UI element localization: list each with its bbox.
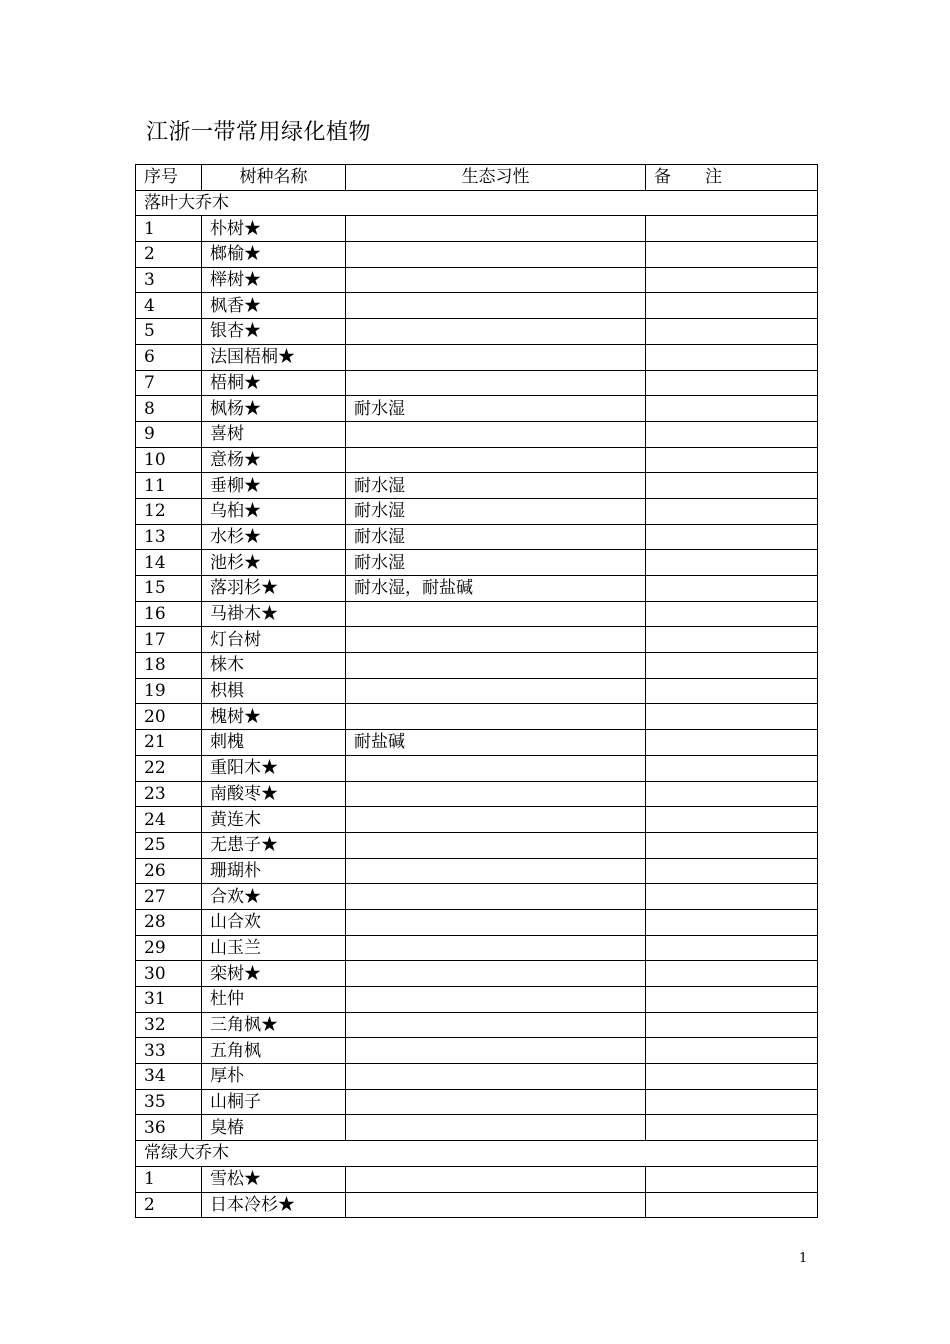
table-row: [136, 1089, 818, 1115]
cell-note: [646, 498, 818, 524]
cell-habit: 耐水湿: [346, 498, 646, 524]
cell-index: 2: [136, 1192, 202, 1218]
table-row: [136, 550, 818, 576]
table-row: [136, 396, 818, 422]
cell-name: 榔榆★: [202, 242, 346, 268]
cell-index: 22: [136, 755, 202, 781]
cell-note: [646, 1192, 818, 1218]
cell-note: [646, 704, 818, 730]
cell-note: [646, 370, 818, 396]
cell-name: 珊瑚朴: [202, 858, 346, 884]
cell-habit: [346, 704, 646, 730]
cell-index: 9: [136, 421, 202, 447]
cell-name: 山玉兰: [202, 935, 346, 961]
cell-name: 五角枫: [202, 1038, 346, 1064]
cell-index: 1: [136, 216, 202, 242]
cell-index: 29: [136, 935, 202, 961]
section-heading: 常绿大乔木: [136, 1141, 818, 1167]
cell-note: [646, 909, 818, 935]
cell-habit: 耐盐碱: [346, 730, 646, 756]
cell-note: [646, 730, 818, 756]
table-row: [136, 987, 818, 1013]
table-row: [136, 473, 818, 499]
cell-name: 法国梧桐★: [202, 344, 346, 370]
cell-index: 28: [136, 909, 202, 935]
table-header-row: [136, 165, 818, 191]
cell-habit: [346, 1115, 646, 1141]
cell-name: 水杉★: [202, 524, 346, 550]
cell-note: [646, 344, 818, 370]
cell-index: 10: [136, 447, 202, 473]
table-row: [136, 627, 818, 653]
cell-habit: [346, 1089, 646, 1115]
cell-name: 臭椿: [202, 1115, 346, 1141]
cell-index: 33: [136, 1038, 202, 1064]
cell-index: 7: [136, 370, 202, 396]
section-heading-row: [136, 1141, 818, 1167]
cell-name: 垂柳★: [202, 473, 346, 499]
cell-habit: [346, 755, 646, 781]
cell-note: [646, 319, 818, 345]
cell-habit: [346, 884, 646, 910]
table-row: [136, 1064, 818, 1090]
cell-name: 乌桕★: [202, 498, 346, 524]
cell-habit: [346, 1192, 646, 1218]
table-row: [136, 781, 818, 807]
cell-note: [646, 678, 818, 704]
cell-name: 三角枫★: [202, 1012, 346, 1038]
header-habit: 生态习性: [346, 165, 646, 191]
table-row: [136, 421, 818, 447]
cell-note: [646, 1038, 818, 1064]
cell-index: 16: [136, 601, 202, 627]
table-row: [136, 884, 818, 910]
cell-note: [646, 576, 818, 602]
table-row: [136, 370, 818, 396]
table-row: [136, 730, 818, 756]
cell-habit: [346, 909, 646, 935]
cell-name: 刺槐: [202, 730, 346, 756]
cell-note: [646, 242, 818, 268]
cell-habit: [346, 807, 646, 833]
cell-name: 马褂木★: [202, 601, 346, 627]
cell-index: 13: [136, 524, 202, 550]
table-row: [136, 909, 818, 935]
cell-index: 20: [136, 704, 202, 730]
cell-index: 36: [136, 1115, 202, 1141]
cell-note: [646, 1012, 818, 1038]
cell-note: [646, 1089, 818, 1115]
cell-note: [646, 884, 818, 910]
cell-habit: [346, 987, 646, 1013]
cell-index: 25: [136, 832, 202, 858]
cell-name: 枫香★: [202, 293, 346, 319]
cell-note: [646, 601, 818, 627]
table-row: [136, 1166, 818, 1192]
cell-note: [646, 293, 818, 319]
cell-note: [646, 447, 818, 473]
table-row: [136, 216, 818, 242]
cell-habit: [346, 601, 646, 627]
cell-habit: [346, 678, 646, 704]
cell-note: [646, 807, 818, 833]
cell-index: 18: [136, 653, 202, 679]
table-row: [136, 1192, 818, 1218]
section-heading: 落叶大乔木: [136, 190, 818, 216]
cell-habit: [346, 267, 646, 293]
cell-habit: [346, 961, 646, 987]
cell-note: [646, 524, 818, 550]
cell-index: 12: [136, 498, 202, 524]
cell-index: 6: [136, 344, 202, 370]
cell-index: 8: [136, 396, 202, 422]
cell-index: 11: [136, 473, 202, 499]
cell-note: [646, 267, 818, 293]
cell-name: 重阳木★: [202, 755, 346, 781]
table-row: [136, 447, 818, 473]
cell-habit: [346, 1038, 646, 1064]
cell-note: [646, 987, 818, 1013]
cell-name: 枳椇: [202, 678, 346, 704]
cell-name: 枫杨★: [202, 396, 346, 422]
cell-name: 朴树★: [202, 216, 346, 242]
cell-note: [646, 755, 818, 781]
cell-name: 落羽杉★: [202, 576, 346, 602]
table-row: [136, 576, 818, 602]
cell-habit: 耐水湿: [346, 396, 646, 422]
table-row: [136, 524, 818, 550]
table-row: [136, 807, 818, 833]
cell-name: 梾木: [202, 653, 346, 679]
cell-habit: [346, 370, 646, 396]
table-row: [136, 1115, 818, 1141]
cell-habit: [346, 242, 646, 268]
cell-index: 5: [136, 319, 202, 345]
cell-habit: [346, 781, 646, 807]
table-row: [136, 961, 818, 987]
cell-index: 24: [136, 807, 202, 833]
cell-note: [646, 1115, 818, 1141]
cell-index: 30: [136, 961, 202, 987]
table-row: [136, 1012, 818, 1038]
cell-name: 雪松★: [202, 1166, 346, 1192]
cell-note: [646, 216, 818, 242]
cell-note: [646, 653, 818, 679]
cell-index: 15: [136, 576, 202, 602]
table-row: [136, 267, 818, 293]
cell-index: 27: [136, 884, 202, 910]
table-row: [136, 344, 818, 370]
cell-note: [646, 961, 818, 987]
cell-name: 池杉★: [202, 550, 346, 576]
cell-name: 日本冷杉★: [202, 1192, 346, 1218]
cell-habit: [346, 216, 646, 242]
section-heading-row: [136, 190, 818, 216]
cell-index: 1: [136, 1166, 202, 1192]
table-row: [136, 755, 818, 781]
cell-name: 槐树★: [202, 704, 346, 730]
table-row: [136, 858, 818, 884]
table-row: [136, 678, 818, 704]
cell-habit: [346, 627, 646, 653]
cell-index: 17: [136, 627, 202, 653]
cell-index: 31: [136, 987, 202, 1013]
cell-habit: 耐水湿: [346, 524, 646, 550]
document-title: 江浙一带常用绿化植物: [146, 120, 372, 145]
cell-habit: [346, 421, 646, 447]
cell-name: 榉树★: [202, 267, 346, 293]
table-row: [136, 653, 818, 679]
cell-habit: 耐水湿，耐盐碱: [346, 576, 646, 602]
cell-note: [646, 550, 818, 576]
cell-note: [646, 858, 818, 884]
table-row: [136, 498, 818, 524]
cell-index: 21: [136, 730, 202, 756]
cell-name: 黄连木: [202, 807, 346, 833]
cell-index: 23: [136, 781, 202, 807]
table-row: [136, 1038, 818, 1064]
cell-note: [646, 396, 818, 422]
cell-index: 35: [136, 1089, 202, 1115]
table-row: [136, 242, 818, 268]
cell-note: [646, 781, 818, 807]
header-index: 序号: [136, 165, 202, 191]
table-body: [136, 190, 818, 1218]
cell-habit: [346, 858, 646, 884]
cell-name: 杜仲: [202, 987, 346, 1013]
cell-name: 喜树: [202, 421, 346, 447]
cell-index: 3: [136, 267, 202, 293]
cell-habit: 耐水湿: [346, 550, 646, 576]
cell-name: 意杨★: [202, 447, 346, 473]
cell-index: 26: [136, 858, 202, 884]
table-row: [136, 319, 818, 345]
cell-name: 厚朴: [202, 1064, 346, 1090]
cell-name: 梧桐★: [202, 370, 346, 396]
header-note: 备 注: [646, 165, 818, 191]
table-row: [136, 935, 818, 961]
cell-habit: 耐水湿: [346, 473, 646, 499]
cell-note: [646, 935, 818, 961]
cell-habit: [346, 293, 646, 319]
cell-name: 银杏★: [202, 319, 346, 345]
cell-note: [646, 473, 818, 499]
header-name: 树种名称: [202, 165, 346, 191]
cell-note: [646, 627, 818, 653]
cell-habit: [346, 344, 646, 370]
cell-note: [646, 832, 818, 858]
cell-index: 32: [136, 1012, 202, 1038]
cell-index: 2: [136, 242, 202, 268]
cell-index: 34: [136, 1064, 202, 1090]
cell-habit: [346, 1064, 646, 1090]
page-number: 1: [799, 1251, 808, 1266]
cell-habit: [346, 447, 646, 473]
cell-habit: [346, 935, 646, 961]
cell-index: 19: [136, 678, 202, 704]
cell-name: 合欢★: [202, 884, 346, 910]
cell-index: 14: [136, 550, 202, 576]
cell-index: 4: [136, 293, 202, 319]
table-row: [136, 704, 818, 730]
cell-habit: [346, 653, 646, 679]
cell-name: 灯台树: [202, 627, 346, 653]
table-row: [136, 293, 818, 319]
table-row: [136, 832, 818, 858]
table-row: [136, 601, 818, 627]
cell-habit: [346, 1166, 646, 1192]
cell-habit: [346, 832, 646, 858]
plant-table: [135, 164, 818, 1218]
cell-habit: [346, 1012, 646, 1038]
cell-habit: [346, 319, 646, 345]
cell-name: 山桐子: [202, 1089, 346, 1115]
cell-name: 无患子★: [202, 832, 346, 858]
cell-note: [646, 421, 818, 447]
cell-note: [646, 1064, 818, 1090]
cell-name: 栾树★: [202, 961, 346, 987]
cell-name: 山合欢: [202, 909, 346, 935]
cell-note: [646, 1166, 818, 1192]
cell-name: 南酸枣★: [202, 781, 346, 807]
